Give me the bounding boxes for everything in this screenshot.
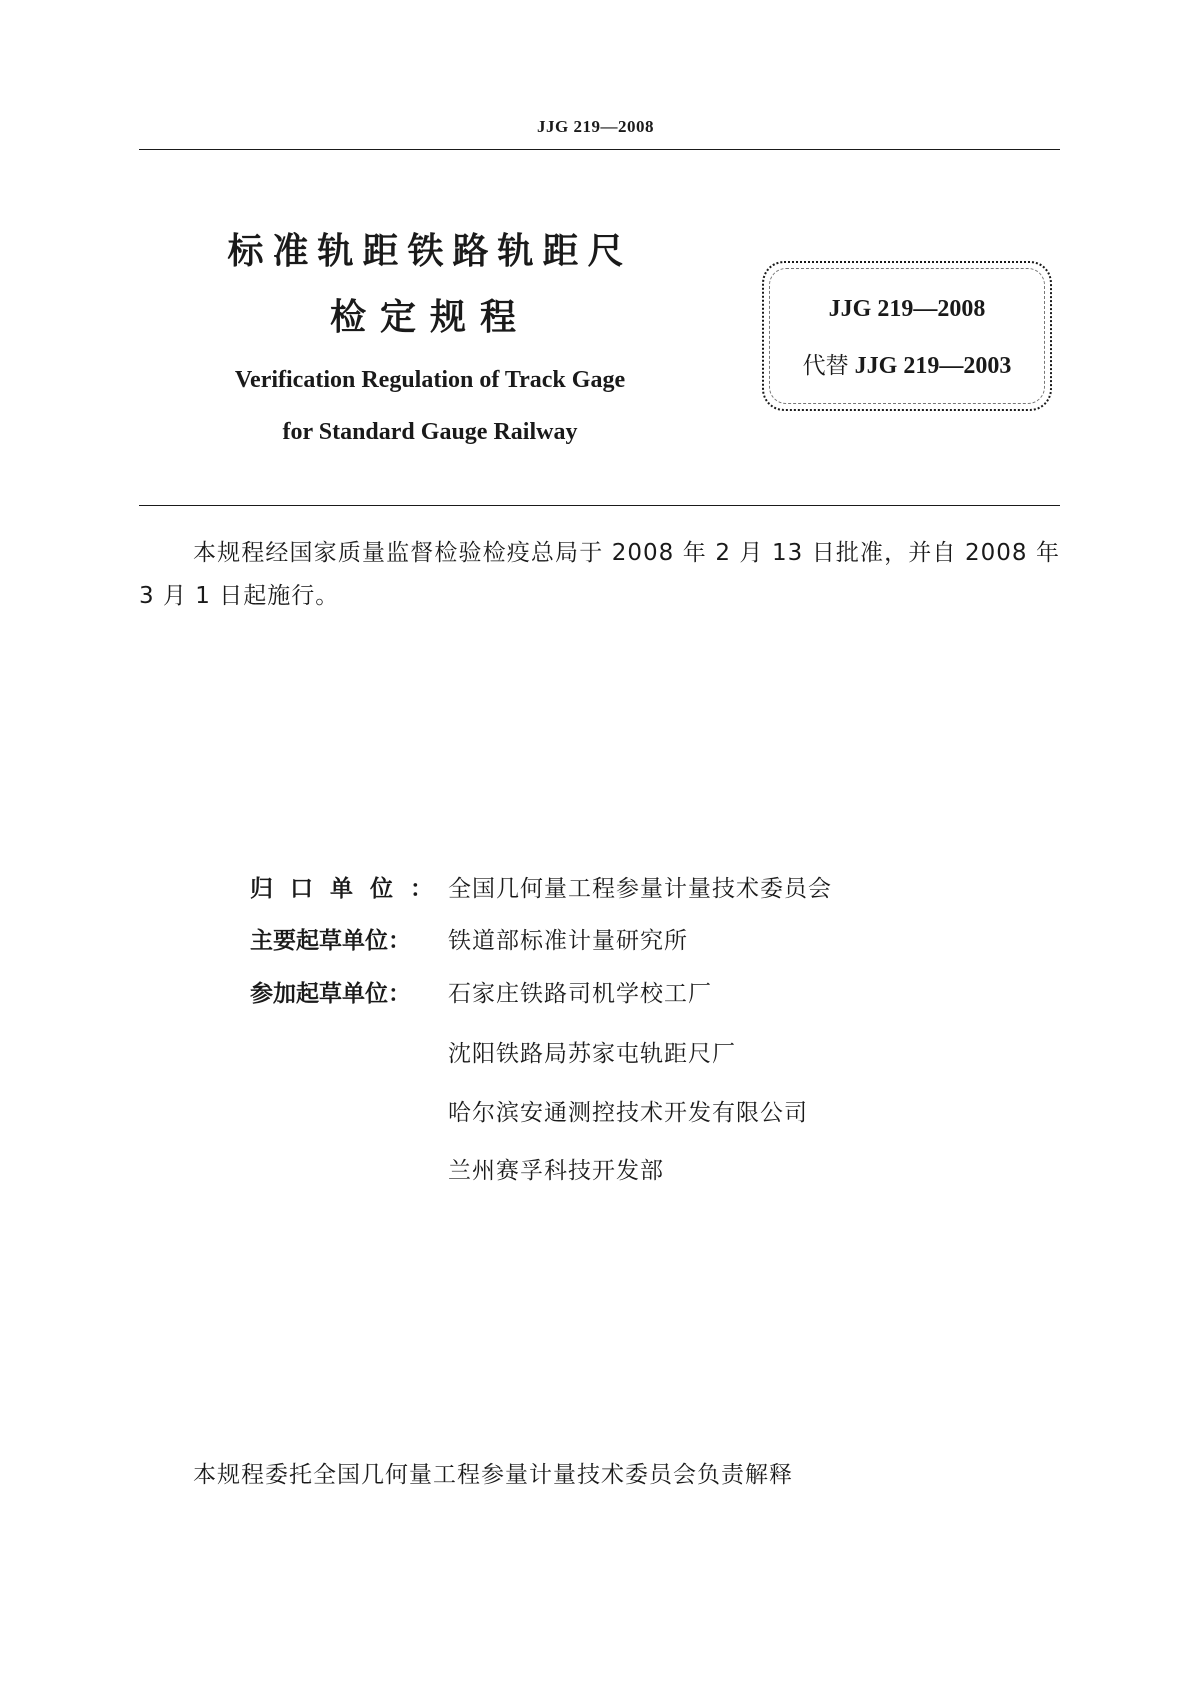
- responsible-unit-label: 归口单位：: [250, 876, 450, 902]
- participant-item: 哈尔滨安通测控技术开发有限公司: [448, 1100, 808, 1126]
- standard-code: JJG 219—2008: [828, 296, 986, 322]
- main-drafter-label: 主要起草单位：: [250, 928, 411, 954]
- title-cn-line-1: 标准轨距铁路轨距尺: [227, 231, 633, 272]
- replaces-label: 代替: [802, 353, 849, 379]
- replaces-code: JJG 219—2003: [854, 353, 1012, 379]
- participant-item: 石家庄铁路司机学校工厂: [448, 981, 712, 1007]
- header-rule: [139, 149, 1060, 150]
- section-rule: [139, 505, 1060, 506]
- responsible-unit-value: 全国几何量工程参量计量技术委员会: [448, 876, 832, 902]
- running-header: JJG 219—2008: [537, 117, 654, 136]
- approval-statement: 本规程经国家质量监督检验检疫总局于 2008 年 2 月 13 日批准，并自 2008 年 3 月 1 日起施行。: [139, 540, 1060, 609]
- responsible-unit-row: [250, 870, 832, 910]
- main-drafter-row: [250, 922, 688, 962]
- title-cn-line-2: 检定规程: [329, 297, 530, 338]
- standard-code-box: [762, 261, 1052, 411]
- participants-label: 参加起草单位：: [250, 981, 411, 1007]
- interpretation-note: 本规程委托全国几何量工程参量计量技术委员会负责解释: [193, 1462, 793, 1488]
- main-drafter-value: 铁道部标准计量研究所: [448, 928, 688, 954]
- participant-item: 沈阳铁路局苏家屯轨距尺厂: [448, 1041, 736, 1067]
- replaces-line: [764, 347, 1050, 380]
- title-en-line-2: for Standard Gauge Railway: [282, 419, 578, 445]
- title-en-line-1: Verification Regulation of Track Gage: [234, 367, 626, 393]
- participant-item: 兰州赛孚科技开发部: [448, 1158, 664, 1184]
- participants-row: [250, 975, 712, 1015]
